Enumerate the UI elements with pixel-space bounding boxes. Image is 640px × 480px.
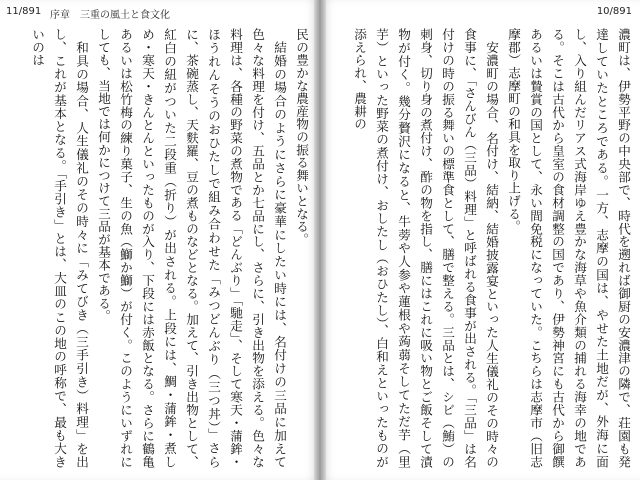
paragraph: 結婚の場合のようにさらに豪華にしたい時には、名付けの三品に加えて色々な料理を付け、五品とか七品にし、さらに、引き出物を添える。色々な料理は、各種の野菜の煮物である「どんぶり」「馳走」、そして寒天・蒲鉾・ほうれんそうのおひたしで組み合わせた「みつどんぶり（三つ丼）」さらに、茶碗蒸し、天麩羅、豆の煮ものなどとなる。加えて、引き出物として、紅白の紐がついた二段重（折り）が出される。上段には、鯛・蒲鉾・煮しめ・寒天・きんとんといったものが入り、下段には赤飯となる。さらに鶴亀あるいは松竹梅の練り菓子、生の魚（鰤か鰤）が付く。このようにいずれにしても、当地では何かにつけて三品が基本である。 (96, 28, 287, 468)
right-page-number: 10/891 (596, 6, 632, 17)
paragraph: 民の豊かな農産物の振る舞いとなる。 (294, 28, 309, 246)
right-page-text (328, 28, 634, 468)
left-page-text (6, 28, 312, 468)
paragraph: 和具の場合、人生儀礼のその時々に「みてびき（三手引き）料理」を出し、これが基本となる。「手引き」とは、大皿のこの地の呼称で、最も大きいのは (30, 28, 89, 468)
right-page[interactable] (320, 0, 640, 480)
paragraph: 濃町は、伊勢平野の中央部で、時代を遡れば御厨の安濃津の隣で、荘園も発達していたところである。一方、志摩の国は、やせた土地だが、外海に面し、入り組んだリアス式海岸ゆえ豊かな海草や魚介類の捕れる海幸の地である。そこは古代から皇室の食材調整の国であり、伊勢神宮にも古代から御饌あるいは贄賞の国として、永い間免税になっていた。こちらは志摩市（旧志摩郡）志摩町の和具を取り上げる。 (506, 28, 631, 468)
left-page-number: 11/891 (6, 6, 42, 17)
book-spine-gutter (314, 0, 326, 480)
paragraph: 安濃町の場合、名付け、結納、結婚披露宴といった人生儀礼のその時々の食事に、「さんびん（三品）料理」と呼ばれる食事が出される。「三品」は名付けの時の振る舞いの標準食として、膳で整える。三品とは、シビ（鮪）の刺身、切り身の煮付け、酢の物を指し、膳にはこれに吸い物とご飯そして漬物が付く。幾分贅沢になると、牛蒡や人参や蓮根や蒟蒻そしてただ芋（里芋）といった野菜の煮付け、おしたし（おひたし）、白和えといったものが添えられ、農耕の (352, 28, 499, 468)
chapter-title: 序章 三重の風土と食文化 (50, 10, 170, 21)
